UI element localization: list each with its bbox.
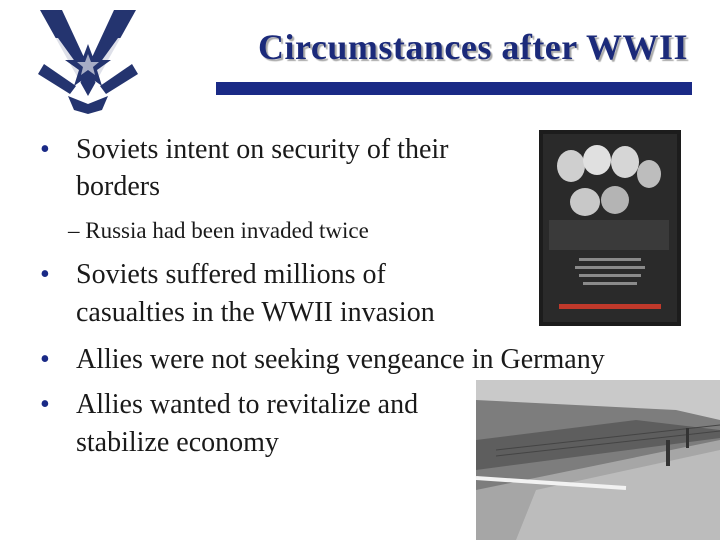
air-force-logo-icon bbox=[18, 4, 158, 114]
berlin-wall-photo-image bbox=[476, 380, 720, 540]
bullet-marker: • bbox=[40, 134, 50, 165]
bullet-marker: • bbox=[40, 259, 50, 290]
bullet-text: casualties in the WWII invasion bbox=[76, 297, 435, 328]
bullet-text: Allies were not seeking vengeance in Germany bbox=[76, 344, 605, 375]
bullet-text: Allies wanted to revitalize and bbox=[76, 389, 419, 420]
soviet-poster-image bbox=[539, 130, 681, 326]
bullet-marker: • bbox=[40, 344, 50, 375]
bullet-text: stabilize economy bbox=[76, 427, 279, 458]
bullet-text: borders bbox=[76, 171, 160, 202]
slide-title: Circumstances after WWII bbox=[258, 27, 688, 67]
title-underline-bar bbox=[216, 82, 692, 95]
bullet-text: Soviets suffered millions of bbox=[76, 259, 386, 290]
bullet-text: Soviets intent on security of their bbox=[76, 134, 449, 165]
bullet-marker: • bbox=[40, 389, 50, 420]
sub-bullet: – Russia had been invaded twice bbox=[68, 218, 369, 243]
